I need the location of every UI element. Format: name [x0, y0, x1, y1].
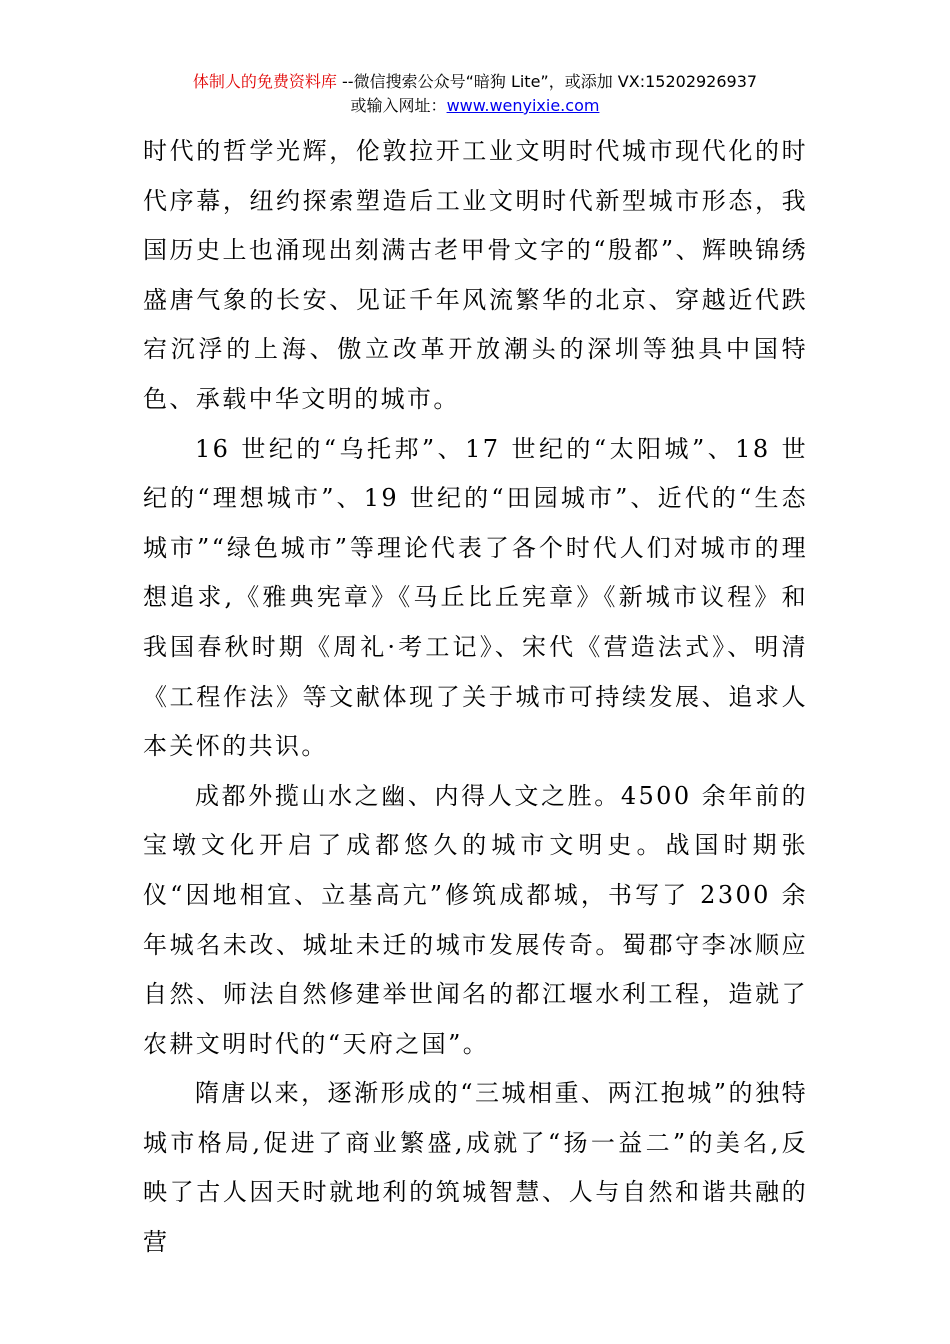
page-header [0, 70, 950, 118]
paragraph-3: 成都外揽山水之幽、内得人文之胜。4500 余年前的宝墩文化开启了成都悠久的城市文明史。战国时期张仪“因地相宜、立基高亢”修筑成都城，书写了 2300 余年城名未改、城址未迁的城市发展传奇。蜀郡守李冰顺应自然、师法自然修建举世闻名的都江堰水利工程，造就了农耕文明时代的“天府之国”。 [143, 781, 808, 1058]
header-url-prefix: 或输入网址： [350, 96, 447, 115]
paragraph-4: 隋唐以来，逐渐形成的“三城相重、两江抱城”的独特城市格局,促进了商业繁盛,成就了“扬一益二”的美名,反映了古人因天时就地利的筑城智慧、人与自然和谐共融的营 [143, 1079, 808, 1257]
header-line-1 [0, 70, 950, 94]
header-url-link[interactable]: www.wenyixie.com [446, 96, 600, 115]
header-brand: 体制人的免费资料库 [192, 72, 337, 91]
paragraph-1: 时代的哲学光辉，伦敦拉开工业文明时代城市现代化的时代序幕，纽约探索塑造后工业文明时代新型城市形态，我国历史上也涌现出刻满古老甲骨文字的“殷都”、辉映锦绣盛唐气象的长安、见证千年风流繁华的北京、穿越近代跌宕沉浮的上海、傲立改革开放潮头的深圳等独具中国特色、承载中华文明的城市。 [143, 137, 808, 413]
paragraph-2: 16 世纪的“乌托邦”、17 世纪的“太阳城”、18 世纪的“理想城市”、19 世纪的“田园城市”、近代的“生态城市”“绿色城市”等理论代表了各个时代人们对城市的理想追求,《雅典宪章》《马丘比丘宪章》《新城市议程》和我国春秋时期《周礼·考工记》、宋代《营造法式》、明清《工程作法》等文献体现了关于城市可持续发展、追求人本关怀的共识。 [143, 434, 808, 761]
body-text [143, 127, 808, 1268]
header-line-2 [0, 94, 950, 118]
header-contact: --微信搜索公众号“暗狗 Lite”，或添加 VX:15202926937 [336, 72, 758, 91]
